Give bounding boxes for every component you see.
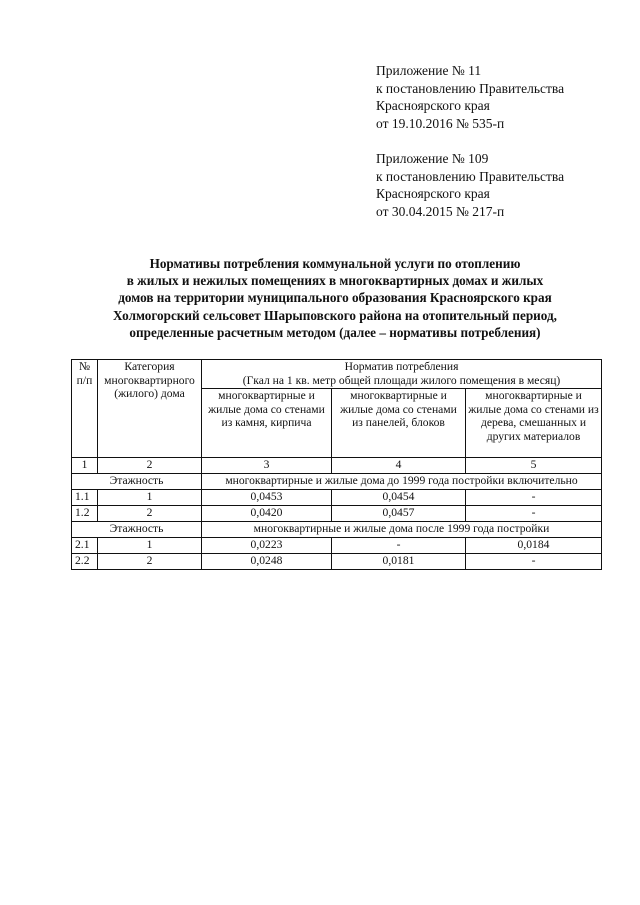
- section-label: Этажность: [72, 522, 202, 538]
- title-line: в жилых и нежилых помещениях в многоквартирных домах и жилых: [126, 273, 544, 289]
- row-floors: 2: [98, 554, 202, 570]
- row-number: 2.2: [72, 554, 98, 570]
- value-panel-block: 0,0181: [332, 554, 466, 570]
- value-wood-mixed: -: [466, 490, 602, 506]
- appendix-reference: к постановлению Правительства: [376, 168, 565, 184]
- table-row: [72, 538, 602, 554]
- value-wood-mixed: -: [466, 506, 602, 522]
- value-panel-block: 0,0454: [332, 490, 466, 506]
- value-stone-brick: 0,0248: [202, 554, 332, 570]
- header-panel-block: многоквартирные и жилые дома со стенами из панелей, блоков: [332, 389, 466, 458]
- appendix-date: от 30.04.2015 № 217-п: [376, 203, 505, 219]
- appendix-block-109: [376, 150, 626, 220]
- row-floors: 1: [98, 490, 202, 506]
- column-number-row: [72, 458, 602, 474]
- value-panel-block: 0,0457: [332, 506, 466, 522]
- section-label: Этажность: [72, 474, 202, 490]
- consumption-norms-table: [71, 359, 602, 570]
- header-category: Категория многоквартирного (жилого) дома: [98, 360, 202, 458]
- section-caption: многоквартирные и жилые дома после 1999 года постройки: [202, 522, 602, 538]
- row-floors: 1: [98, 538, 202, 554]
- header-norm-title: Норматив потребления: [344, 360, 459, 373]
- section-row: [72, 522, 602, 538]
- column-number: 5: [466, 458, 602, 474]
- column-number: 1: [72, 458, 98, 474]
- value-wood-mixed: 0,0184: [466, 538, 602, 554]
- header-wood-mixed: многоквартирные и жилые дома со стенами из дерева, смешанных и других материалов: [466, 389, 602, 458]
- table-row: [72, 554, 602, 570]
- column-number: 3: [202, 458, 332, 474]
- document-title: [70, 255, 600, 341]
- value-stone-brick: 0,0453: [202, 490, 332, 506]
- title-line: домов на территории муниципального образования Красноярского края: [118, 290, 552, 306]
- section-row: [72, 474, 602, 490]
- section-caption: многоквартирные и жилые дома до 1999 года постройки включительно: [202, 474, 602, 490]
- row-number: 2.1: [72, 538, 98, 554]
- header-stone-brick: многоквартирные и жилые дома со стенами из камня, кирпича: [202, 389, 332, 458]
- table-row: [72, 490, 602, 506]
- appendix-title: Приложение № 109: [376, 151, 489, 166]
- header-norm-units: (Гкал на 1 кв. метр общей площади жилого помещения в месяц): [242, 373, 561, 387]
- value-stone-brick: 0,0420: [202, 506, 332, 522]
- value-wood-mixed: -: [466, 554, 602, 570]
- title-line: Холмогорский сельсовет Шарыповского района на отопительный период,: [113, 307, 557, 323]
- appendix-reference: к постановлению Правительства: [376, 80, 565, 96]
- title-line: определенные расчетным методом (далее – нормативы потребления): [129, 324, 541, 340]
- row-floors: 2: [98, 506, 202, 522]
- row-number: 1.1: [72, 490, 98, 506]
- table-header-row: [72, 360, 602, 389]
- header-norm: [202, 360, 602, 389]
- value-panel-block: -: [332, 538, 466, 554]
- appendix-block-11: [376, 62, 626, 132]
- appendix-region: Красноярского края: [376, 98, 490, 113]
- appendix-region: Красноярского края: [376, 186, 490, 201]
- appendix-title: Приложение № 11: [376, 63, 482, 78]
- title-line: Нормативы потребления коммунальной услуги по отоплению: [149, 256, 521, 271]
- table-row: [72, 506, 602, 522]
- value-stone-brick: 0,0223: [202, 538, 332, 554]
- column-number: 2: [98, 458, 202, 474]
- row-number: 1.2: [72, 506, 98, 522]
- header-number: № п/п: [72, 360, 98, 458]
- appendix-date: от 19.10.2016 № 535-п: [376, 115, 505, 131]
- column-number: 4: [332, 458, 466, 474]
